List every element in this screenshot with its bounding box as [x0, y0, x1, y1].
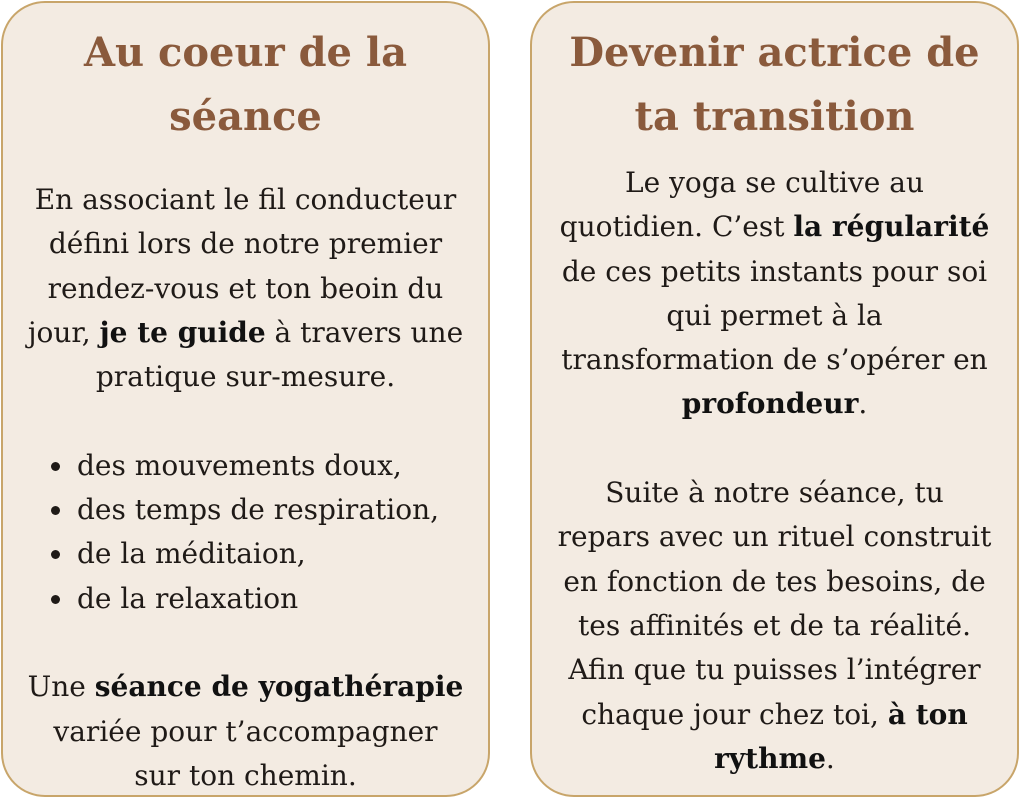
- card-au-coeur-de-la-seance: [1, 1, 490, 797]
- text-line: repars avec un rituel construit: [557, 520, 992, 554]
- bullet-icon: [51, 506, 60, 515]
- bold-text: séance de yogathérapie: [94, 670, 464, 704]
- text-line: pratique sur-mesure.: [95, 360, 396, 394]
- list-item-text: de la relaxation: [77, 581, 299, 615]
- card-devenir-actrice: [530, 1, 1019, 797]
- text-line: qui permet à la: [666, 298, 883, 332]
- list-item-text: des mouvements doux,: [77, 448, 402, 482]
- second-paragraph: [550, 471, 999, 781]
- text-line: transformation de s’opérer en: [561, 343, 988, 377]
- card-body: [550, 161, 999, 781]
- list-item-text: de la méditaion,: [77, 537, 306, 571]
- text-fragment: à travers une: [265, 315, 464, 349]
- spacer: [21, 399, 470, 443]
- text-line: variée pour t’accompagner: [53, 714, 438, 748]
- text-line: [550, 205, 999, 249]
- title-line: Au coeur de la: [83, 29, 408, 76]
- bold-text: à ton: [887, 697, 968, 731]
- text-line: en fonction de tes besoins, de: [563, 564, 986, 598]
- title-line: Devenir actrice de: [569, 29, 980, 76]
- text-line: [550, 382, 999, 426]
- bullet-icon: [51, 462, 60, 471]
- text-fragment: .: [858, 387, 868, 421]
- text-line: sur ton chemin.: [134, 758, 357, 792]
- bold-text: profondeur: [681, 387, 859, 421]
- text-line: de ces petits instants pour soi: [561, 254, 988, 288]
- bold-text: la régularité: [793, 210, 990, 244]
- spacer: [550, 427, 999, 471]
- title-line: séance: [169, 93, 322, 140]
- title-line: ta transition: [634, 93, 915, 140]
- text-fragment: chaque jour chez toi,: [581, 697, 888, 731]
- bullet-list: [21, 444, 470, 621]
- bold-text: rythme: [714, 741, 826, 775]
- bullet-icon: [51, 595, 60, 604]
- text-fragment: jour,: [27, 315, 100, 349]
- text-line: [550, 737, 999, 781]
- text-line: Afin que tu puisses l’intégrer: [568, 653, 981, 687]
- list-item-text: des temps de respiration,: [77, 493, 440, 527]
- text-line: [21, 665, 470, 709]
- text-line: [21, 311, 470, 355]
- text-fragment: quotidien. C’est: [559, 210, 794, 244]
- card-body: [21, 178, 470, 798]
- card-title: [532, 21, 1017, 149]
- bullet-icon: [51, 550, 60, 559]
- outro-paragraph: [21, 665, 470, 798]
- list-item: [21, 444, 470, 488]
- text-fragment: Une: [27, 670, 95, 704]
- text-line: défini lors de notre premier: [48, 227, 443, 261]
- text-line: Suite à notre séance, tu: [605, 476, 944, 510]
- text-line: En associant le fil conducteur: [34, 183, 457, 216]
- text-line: tes affinités et de ta réalité.: [578, 608, 971, 642]
- card-title: [3, 21, 488, 149]
- text-line: Le yoga se cultive au: [625, 166, 924, 199]
- list-item: [21, 577, 470, 621]
- intro-paragraph: [21, 178, 470, 399]
- bold-text: je te guide: [99, 315, 266, 349]
- first-paragraph: [550, 161, 999, 427]
- text-line: [550, 693, 999, 737]
- text-line: rendez-vous et ton beoin du: [47, 271, 444, 305]
- spacer: [21, 621, 470, 665]
- list-item: [21, 488, 470, 532]
- text-fragment: .: [825, 741, 835, 775]
- list-item: [21, 532, 470, 576]
